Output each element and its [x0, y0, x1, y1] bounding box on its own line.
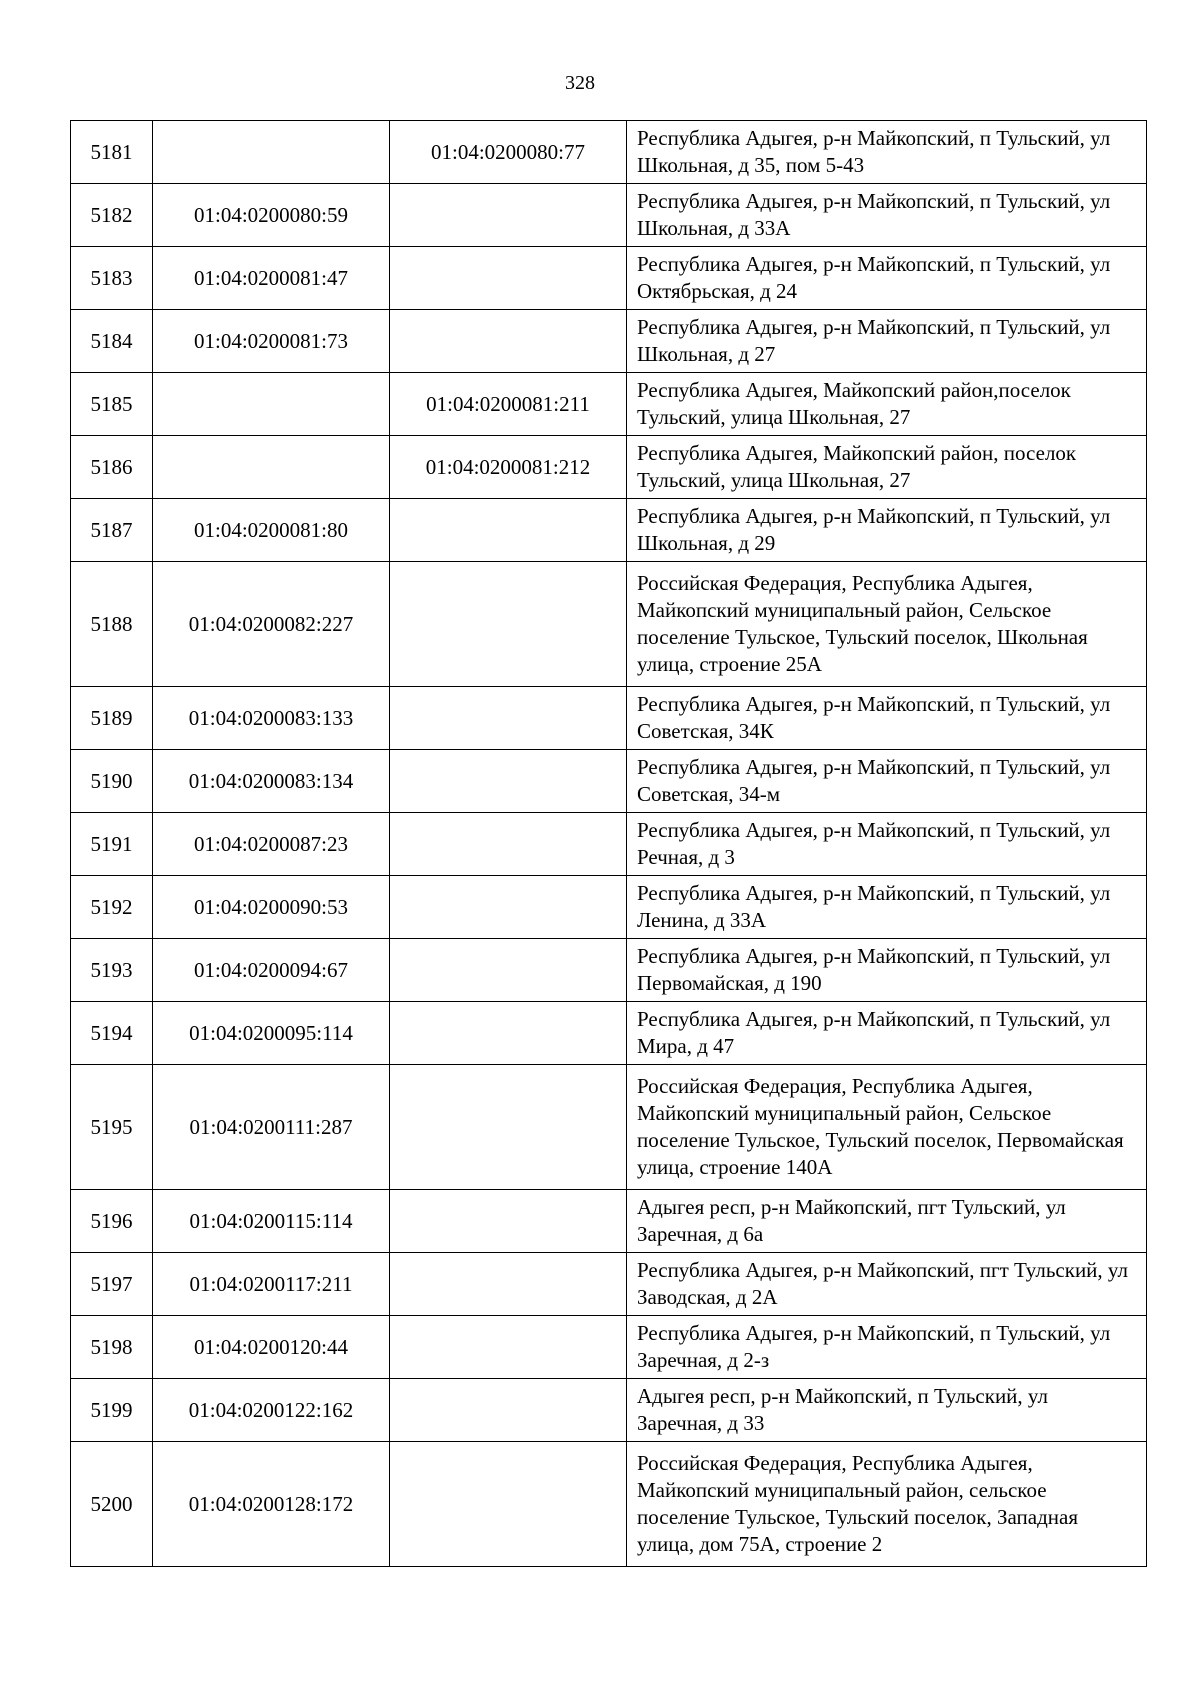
cadastral-number-building	[390, 1002, 627, 1065]
row-number: 5186	[71, 436, 153, 499]
cadastral-number-land: 01:04:0200081:73	[153, 310, 390, 373]
cadastral-number-land	[153, 373, 390, 436]
cadastral-number-building	[390, 247, 627, 310]
cadastral-number-land: 01:04:0200095:114	[153, 1002, 390, 1065]
cadastral-number-building	[390, 876, 627, 939]
address: Российская Федерация, Республика Адыгея, Майкопский муниципальный район, Сельское поселение Тульское, Тульский поселок, Школьная улица, строение 25А	[627, 562, 1147, 687]
cadastral-number-land: 01:04:0200128:172	[153, 1442, 390, 1567]
table-row	[71, 1002, 1147, 1065]
cadastral-number-building	[390, 184, 627, 247]
cadastral-number-building	[390, 1316, 627, 1379]
table-row	[71, 373, 1147, 436]
row-number: 5181	[71, 121, 153, 184]
address: Республика Адыгея, р-н Майкопский, п Тульский, ул Первомайская, д 190	[627, 939, 1147, 1002]
row-number: 5192	[71, 876, 153, 939]
row-number: 5188	[71, 562, 153, 687]
row-number: 5184	[71, 310, 153, 373]
cadastral-number-land: 01:04:0200117:211	[153, 1253, 390, 1316]
cadastral-number-land: 01:04:0200082:227	[153, 562, 390, 687]
address: Республика Адыгея, р-н Майкопский, п Тульский, ул Заречная, д 2-з	[627, 1316, 1147, 1379]
table-row	[71, 499, 1147, 562]
row-number: 5185	[71, 373, 153, 436]
cadastral-number-land: 01:04:0200120:44	[153, 1316, 390, 1379]
row-number: 5199	[71, 1379, 153, 1442]
cadastral-number-building: 01:04:0200081:211	[390, 373, 627, 436]
table-row	[71, 562, 1147, 687]
address: Республика Адыгея, р-н Майкопский, п Тульский, ул Советская, 34-м	[627, 750, 1147, 813]
row-number: 5196	[71, 1190, 153, 1253]
cadastral-number-land: 01:04:0200122:162	[153, 1379, 390, 1442]
cadastral-number-land	[153, 436, 390, 499]
cadastral-number-building	[390, 687, 627, 750]
address: Российская Федерация, Республика Адыгея, Майкопский муниципальный район, Сельское поселение Тульское, Тульский поселок, Первомайская улица, строение 140А	[627, 1065, 1147, 1190]
row-number: 5191	[71, 813, 153, 876]
address: Республика Адыгея, р-н Майкопский, пгт Тульский, ул Заводская, д 2А	[627, 1253, 1147, 1316]
cadastral-number-land: 01:04:0200080:59	[153, 184, 390, 247]
cadastral-number-land: 01:04:0200081:80	[153, 499, 390, 562]
cadastral-number-building	[390, 1442, 627, 1567]
table-row	[71, 750, 1147, 813]
row-number: 5193	[71, 939, 153, 1002]
table-row	[71, 247, 1147, 310]
cadastral-number-building: 01:04:0200080:77	[390, 121, 627, 184]
table-row	[71, 1442, 1147, 1567]
cadastral-number-land: 01:04:0200081:47	[153, 247, 390, 310]
address: Республика Адыгея, р-н Майкопский, п Тульский, ул Мира, д 47	[627, 1002, 1147, 1065]
row-number: 5190	[71, 750, 153, 813]
table-row	[71, 687, 1147, 750]
table-row	[71, 310, 1147, 373]
row-number: 5182	[71, 184, 153, 247]
row-number: 5198	[71, 1316, 153, 1379]
cadastral-number-building	[390, 1065, 627, 1190]
table-row	[71, 876, 1147, 939]
address: Республика Адыгея, р-н Майкопский, п Тульский, ул Речная, д 3	[627, 813, 1147, 876]
table-row	[71, 1190, 1147, 1253]
address: Республика Адыгея, р-н Майкопский, п Тульский, ул Школьная, д 33А	[627, 184, 1147, 247]
cadastral-number-building	[390, 1190, 627, 1253]
table-row	[71, 1065, 1147, 1190]
cadastral-number-building	[390, 310, 627, 373]
address: Республика Адыгея, р-н Майкопский, п Тульский, ул Школьная, д 29	[627, 499, 1147, 562]
row-number: 5183	[71, 247, 153, 310]
address: Республика Адыгея, р-н Майкопский, п Тульский, ул Школьная, д 27	[627, 310, 1147, 373]
page-number: 328	[565, 72, 595, 94]
cadastral-number-land: 01:04:0200083:134	[153, 750, 390, 813]
address: Российская Федерация, Республика Адыгея, Майкопский муниципальный район, сельское поселение Тульское, Тульский поселок, Западная улица, дом 75А, строение 2	[627, 1442, 1147, 1567]
row-number: 5195	[71, 1065, 153, 1190]
cadastral-number-building	[390, 939, 627, 1002]
address: Республика Адыгея, Майкопский район, поселок Тульский, улица Школьная, 27	[627, 436, 1147, 499]
table-row	[71, 1316, 1147, 1379]
address: Республика Адыгея, р-н Майкопский, п Тульский, ул Ленина, д 33А	[627, 876, 1147, 939]
table-row	[71, 1253, 1147, 1316]
row-number: 5194	[71, 1002, 153, 1065]
table-row	[71, 184, 1147, 247]
cadastral-number-land	[153, 121, 390, 184]
table-row	[71, 813, 1147, 876]
address: Республика Адыгея, р-н Майкопский, п Тульский, ул Школьная, д 35, пом 5-43	[627, 121, 1147, 184]
cadastral-number-land: 01:04:0200115:114	[153, 1190, 390, 1253]
address: Адыгея респ, р-н Майкопский, п Тульский, ул Заречная, д 33	[627, 1379, 1147, 1442]
row-number: 5197	[71, 1253, 153, 1316]
cadastral-number-land: 01:04:0200111:287	[153, 1065, 390, 1190]
row-number: 5189	[71, 687, 153, 750]
cadastral-number-building	[390, 562, 627, 687]
table-row	[71, 1379, 1147, 1442]
cadastral-number-building	[390, 750, 627, 813]
cadastral-number-land: 01:04:0200090:53	[153, 876, 390, 939]
cadastral-number-land: 01:04:0200083:133	[153, 687, 390, 750]
cadastral-number-building	[390, 1379, 627, 1442]
cadastral-number-land: 01:04:0200094:67	[153, 939, 390, 1002]
address: Республика Адыгея, Майкопский район,поселок Тульский, улица Школьная, 27	[627, 373, 1147, 436]
table-row	[71, 436, 1147, 499]
row-number: 5200	[71, 1442, 153, 1567]
cadastral-number-land: 01:04:0200087:23	[153, 813, 390, 876]
address: Адыгея респ, р-н Майкопский, пгт Тульский, ул Заречная, д 6а	[627, 1190, 1147, 1253]
table-row	[71, 121, 1147, 184]
table-row	[71, 939, 1147, 1002]
address: Республика Адыгея, р-н Майкопский, п Тульский, ул Советская, 34К	[627, 687, 1147, 750]
cadastral-number-building	[390, 813, 627, 876]
registry-table	[70, 120, 1147, 1567]
cadastral-number-building	[390, 499, 627, 562]
address: Республика Адыгея, р-н Майкопский, п Тульский, ул Октябрьская, д 24	[627, 247, 1147, 310]
cadastral-number-building: 01:04:0200081:212	[390, 436, 627, 499]
cadastral-number-building	[390, 1253, 627, 1316]
row-number: 5187	[71, 499, 153, 562]
